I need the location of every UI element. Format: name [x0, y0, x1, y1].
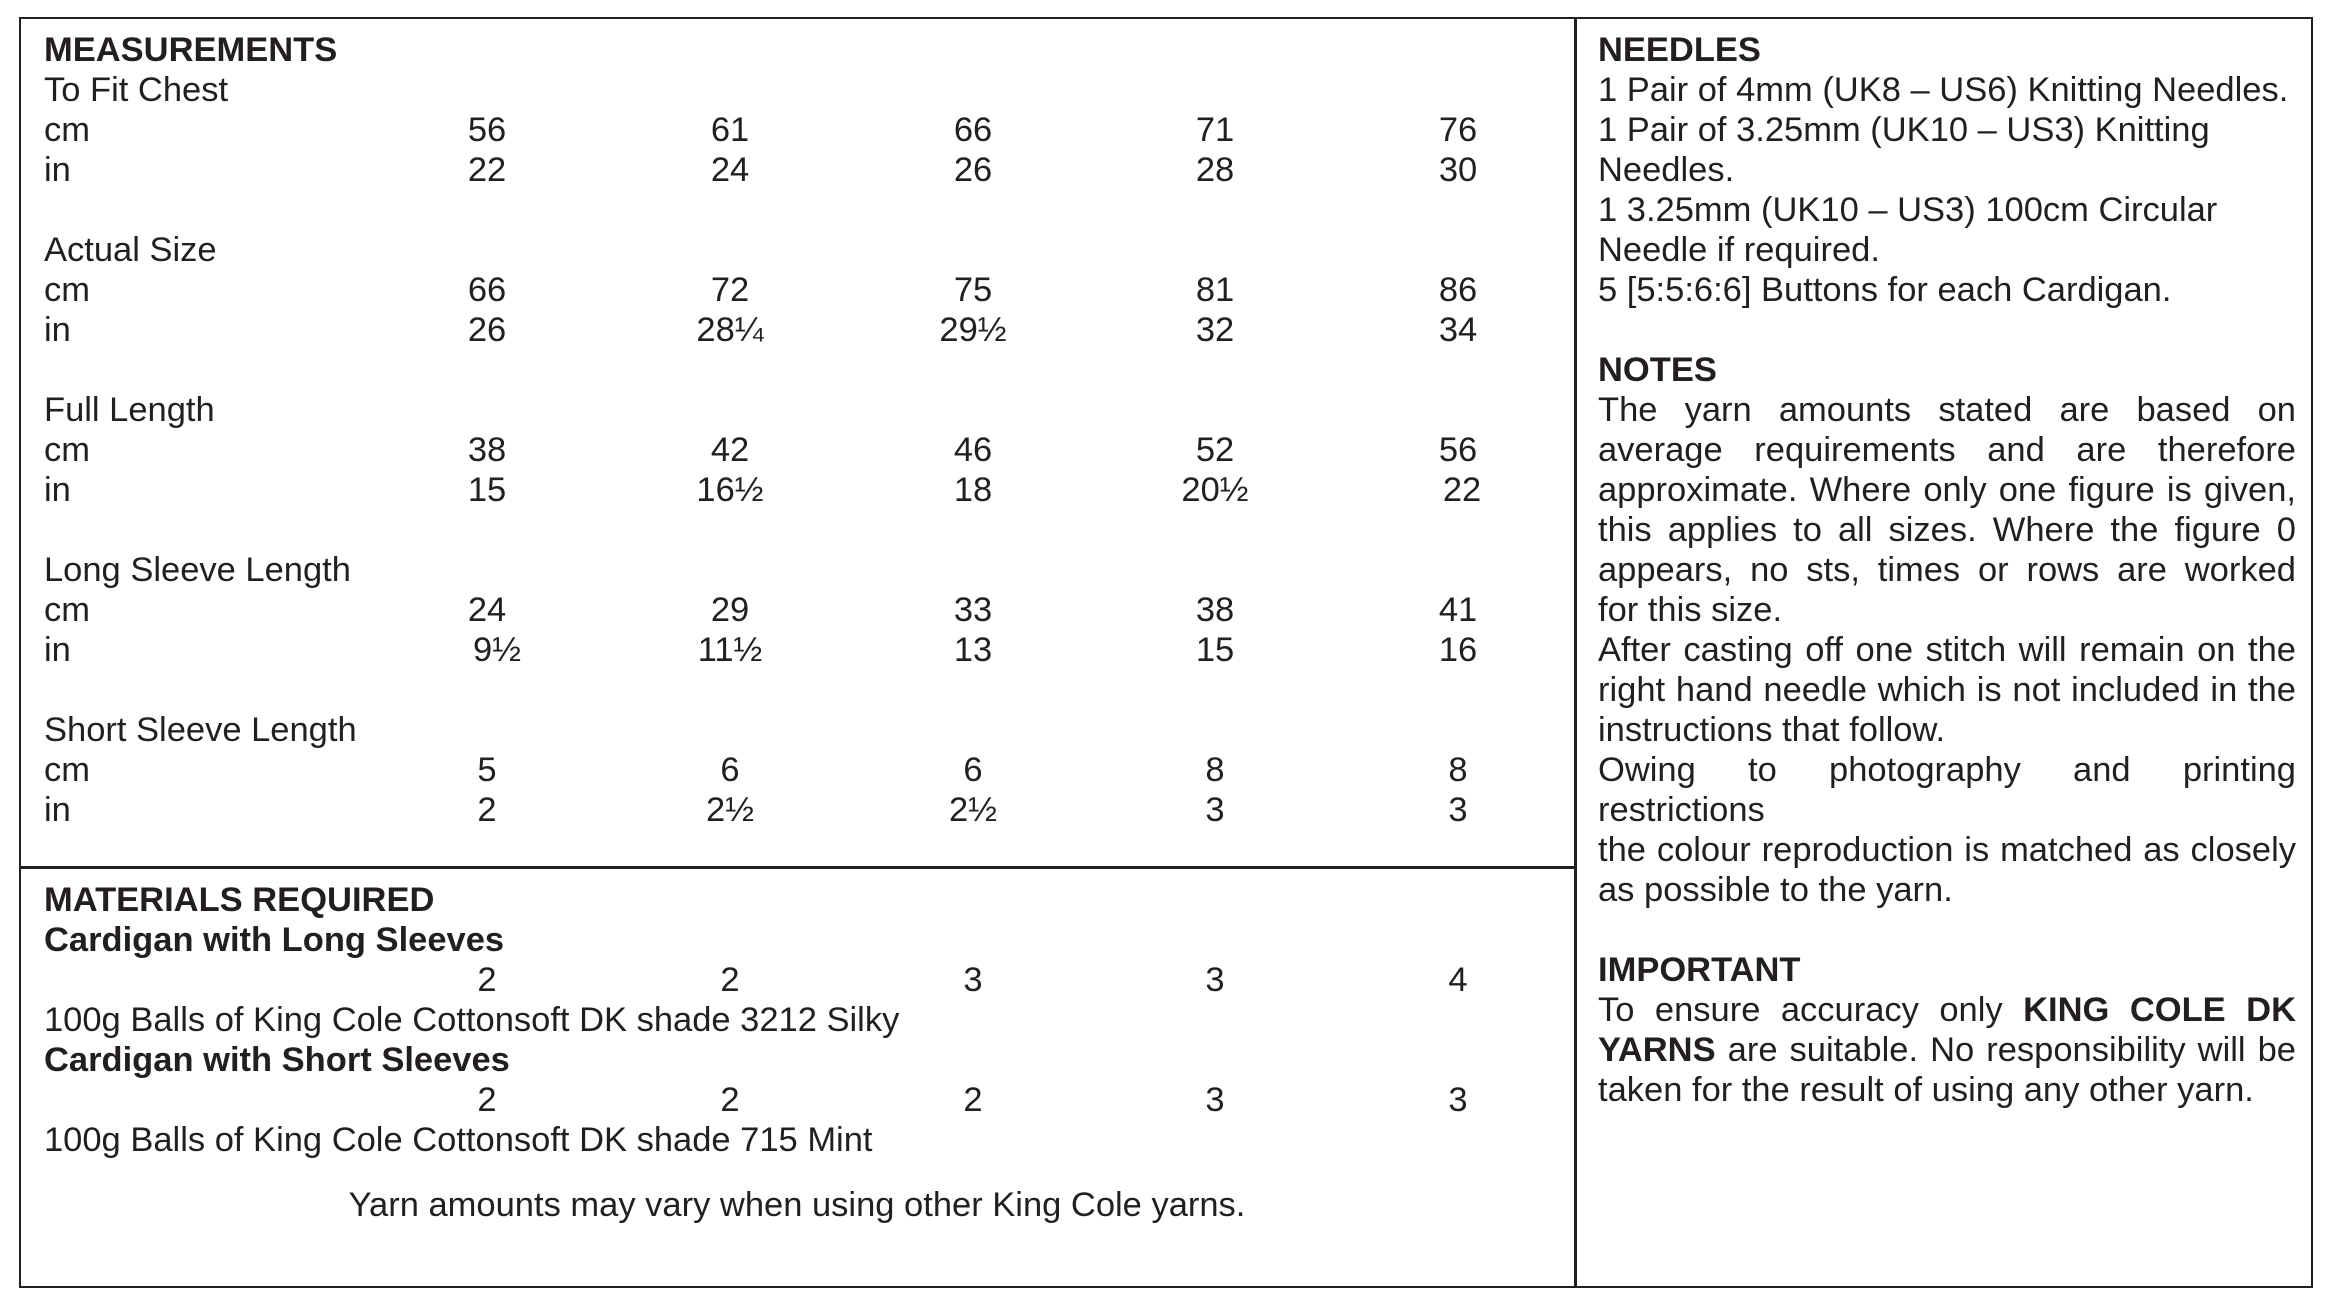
- important-heading: IMPORTANT: [1598, 951, 1801, 989]
- notes-line: approximate. Where only one figure is given,: [1598, 471, 2296, 509]
- notes-line: right hand needle which is not included in the: [1598, 671, 2296, 709]
- needles-line: Needle if required.: [1598, 231, 1880, 269]
- needles-line: 1 Pair of 4mm (UK8 – US6) Knitting Needles.: [1598, 71, 2289, 109]
- size-value: 2½: [949, 791, 997, 829]
- size-value: 6: [720, 751, 740, 789]
- size-value: 56: [1438, 431, 1478, 469]
- unit-label: in: [44, 471, 71, 509]
- size-value: 3: [1448, 791, 1468, 829]
- size-value: 72: [710, 271, 750, 309]
- unit-label: in: [44, 311, 71, 349]
- ball-count: 3: [963, 961, 983, 999]
- size-value: 38: [1195, 591, 1235, 629]
- size-value: 22: [1442, 471, 1482, 509]
- notes-line: as possible to the yarn.: [1598, 871, 1953, 909]
- size-value: 56: [467, 111, 507, 149]
- size-value: 52: [1195, 431, 1235, 469]
- notes-line: Owing to photography and printing restrictions: [1598, 751, 2296, 829]
- important-line: To ensure accuracy only KING COLE DK: [1598, 991, 2296, 1029]
- ball-count: 2: [720, 1081, 740, 1119]
- size-value: 2½: [706, 791, 754, 829]
- ball-count: 2: [963, 1081, 983, 1119]
- long-sleeves-title: Cardigan with Long Sleeves: [44, 921, 505, 959]
- size-value: 75: [953, 271, 993, 309]
- size-value: 6: [963, 751, 983, 789]
- size-value: 8: [1205, 751, 1225, 789]
- unit-label: cm: [44, 271, 90, 309]
- size-value: 76: [1438, 111, 1478, 149]
- needles-line: 1 Pair of 3.25mm (UK10 – US3) Knitting: [1598, 111, 2210, 149]
- notes-line: average requirements and are therefore: [1598, 431, 2296, 469]
- size-value: 15: [467, 471, 507, 509]
- size-value: 61: [710, 111, 750, 149]
- notes-line: After casting off one stitch will remain on the: [1598, 631, 2296, 669]
- size-value: 11½: [697, 631, 763, 669]
- ball-count: 2: [477, 1081, 497, 1119]
- size-value: 81: [1195, 271, 1235, 309]
- short-sleeves-title: Cardigan with Short Sleeves: [44, 1041, 510, 1079]
- column-divider: [1574, 17, 1577, 1288]
- size-value: 34: [1438, 311, 1478, 349]
- notes-line: instructions that follow.: [1598, 711, 1946, 749]
- size-value: 66: [953, 111, 993, 149]
- notes-line: for this size.: [1598, 591, 1783, 629]
- yarn-note: Yarn amounts may vary when using other King Cole yarns.: [348, 1186, 1246, 1224]
- notes-line: appears, no sts, times or rows are worked: [1598, 551, 2296, 589]
- notes-heading: NOTES: [1598, 351, 1717, 389]
- ball-count: 2: [720, 961, 740, 999]
- size-value: 29: [710, 591, 750, 629]
- notes-line: this applies to all sizes. Where the figure 0: [1598, 511, 2296, 549]
- size-value: 24: [467, 591, 507, 629]
- needles-line: 1 3.25mm (UK10 – US3) 100cm Circular: [1598, 191, 2218, 229]
- needles-heading: NEEDLES: [1598, 31, 1761, 69]
- long-sleeves-yarn: 100g Balls of King Cole Cottonsoft DK shade 3212 Silky: [44, 1001, 900, 1039]
- unit-label: cm: [44, 591, 90, 629]
- size-value: 38: [467, 431, 507, 469]
- important-line: YARNS are suitable. No responsibility will be: [1598, 1031, 2296, 1069]
- group-title: To Fit Chest: [44, 71, 229, 109]
- group-title: Actual Size: [44, 231, 217, 269]
- size-value: 46: [953, 431, 993, 469]
- size-value: 42: [710, 431, 750, 469]
- unit-label: in: [44, 151, 71, 189]
- needles-line: 5 [5:5:6:6] Buttons for each Cardigan.: [1598, 271, 2172, 309]
- group-title: Full Length: [44, 391, 215, 429]
- unit-label: cm: [44, 431, 90, 469]
- size-value: 15: [1195, 631, 1235, 669]
- size-value: 18: [953, 471, 993, 509]
- size-value: 66: [467, 271, 507, 309]
- ball-count: 3: [1205, 1081, 1225, 1119]
- needles-line: Needles.: [1598, 151, 1735, 189]
- notes-line: The yarn amounts stated are based on: [1598, 391, 2296, 429]
- unit-label: in: [44, 791, 71, 829]
- measurements-heading: MEASUREMENTS: [44, 31, 338, 69]
- size-value: 24: [710, 151, 750, 189]
- size-value: 2: [477, 791, 497, 829]
- materials-heading: MATERIALS REQUIRED: [44, 881, 435, 919]
- size-value: 29½: [939, 311, 1007, 349]
- size-value: 5: [477, 751, 497, 789]
- group-title: Long Sleeve Length: [44, 551, 351, 589]
- size-value: 33: [953, 591, 993, 629]
- section-divider: [19, 866, 1576, 869]
- size-value: 30: [1438, 151, 1478, 189]
- unit-label: cm: [44, 751, 90, 789]
- size-value: 16: [1438, 631, 1478, 669]
- ball-count: 3: [1448, 1081, 1468, 1119]
- size-value: 28¼: [696, 311, 764, 349]
- size-value: 86: [1438, 271, 1478, 309]
- size-value: 22: [467, 151, 507, 189]
- notes-line: the colour reproduction is matched as closely: [1598, 831, 2296, 869]
- size-value: 26: [953, 151, 993, 189]
- size-value: 41: [1438, 591, 1478, 629]
- right-column: [1598, 30, 2296, 1110]
- size-value: 28: [1195, 151, 1235, 189]
- size-value: 20½: [1181, 471, 1249, 509]
- unit-label: in: [44, 631, 71, 669]
- unit-label: cm: [44, 111, 90, 149]
- size-value: 9½: [473, 631, 521, 669]
- size-value: 3: [1205, 791, 1225, 829]
- short-sleeves-yarn: 100g Balls of King Cole Cottonsoft DK shade 715 Mint: [44, 1121, 873, 1159]
- ball-count: 4: [1448, 961, 1468, 999]
- size-value: 16½: [696, 471, 764, 509]
- size-value: 13: [953, 631, 993, 669]
- size-value: 32: [1195, 311, 1235, 349]
- group-title: Short Sleeve Length: [44, 711, 357, 749]
- size-value: 8: [1448, 751, 1468, 789]
- ball-count: 3: [1205, 961, 1225, 999]
- important-line: taken for the result of using any other yarn.: [1598, 1071, 2254, 1109]
- size-value: 26: [467, 311, 507, 349]
- ball-count: 2: [477, 961, 497, 999]
- size-value: 71: [1195, 111, 1235, 149]
